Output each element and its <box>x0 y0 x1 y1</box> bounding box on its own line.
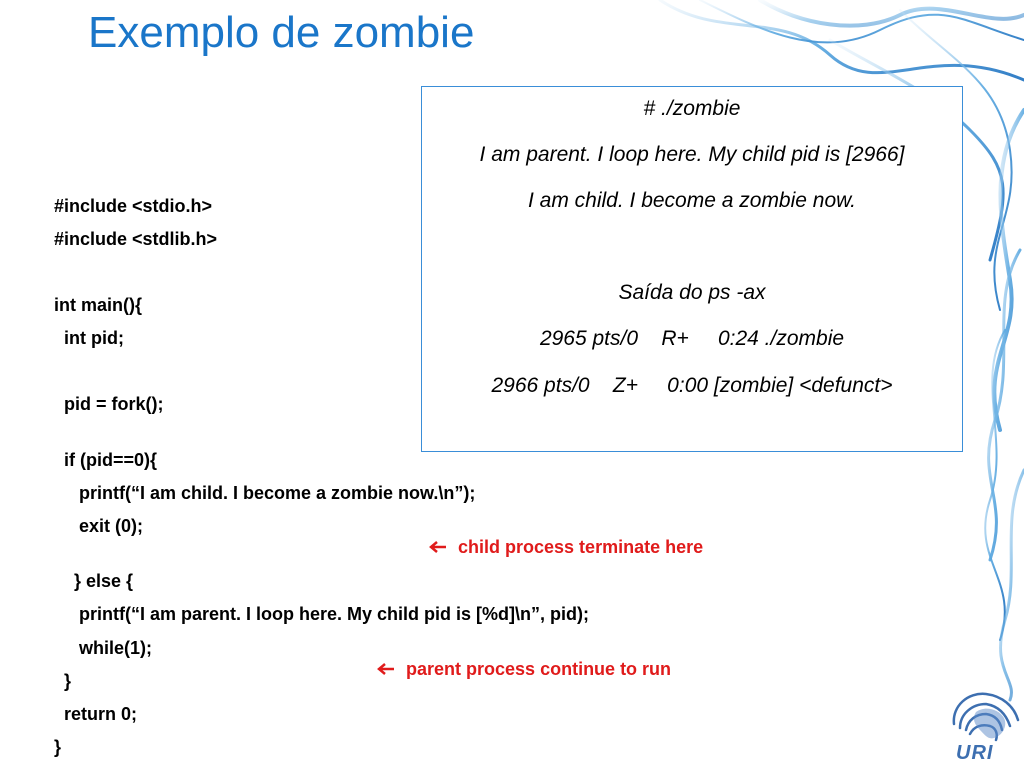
child-terminate-label: child process terminate here <box>448 537 704 557</box>
code-line: #include <stdlib.h> <box>54 229 218 249</box>
parent-continue-label: parent process continue to run <box>396 659 672 679</box>
left-arrow-icon <box>376 662 396 676</box>
output-line-ps-row-2: 2966 pts/0 Z+ 0:00 [zombie] <defunct> <box>491 374 893 397</box>
code-line: int pid; <box>54 328 124 348</box>
code-line: int main(){ <box>54 295 142 315</box>
output-line-parent: I am parent. I loop here. My child pid is [2966] <box>479 143 905 166</box>
code-line: #include <stdio.h> <box>54 196 213 216</box>
output-line-command: # ./zombie <box>643 97 741 120</box>
uri-logo-text: URI <box>956 742 994 764</box>
code-line: } else { <box>54 571 134 591</box>
output-line-ps-heading: Saída do ps -ax <box>618 281 766 304</box>
output-line-ps-row-1: 2965 pts/0 R+ 0:24 ./zombie <box>539 327 845 350</box>
code-line: if (pid==0){ <box>54 450 158 470</box>
code-line: while(1); <box>54 638 153 658</box>
output-box <box>421 86 963 452</box>
child-terminate-note <box>408 516 703 579</box>
code-line: } <box>54 671 72 691</box>
code-line: printf(“I am child. I become a zombie now.\n”); <box>54 483 476 503</box>
code-line: pid = fork(); <box>54 394 164 414</box>
output-line-child: I am child. I become a zombie now. <box>528 189 856 212</box>
code-line: return 0; <box>54 704 138 724</box>
parent-continue-note <box>356 638 671 701</box>
left-arrow-icon <box>428 540 448 554</box>
slide-title: Exemplo de zombie <box>88 8 475 57</box>
code-line: exit (0); <box>54 516 144 536</box>
code-line: } <box>54 737 62 757</box>
code-line: printf(“I am parent. I loop here. My child pid is [%d]\n”, pid); <box>54 604 590 624</box>
